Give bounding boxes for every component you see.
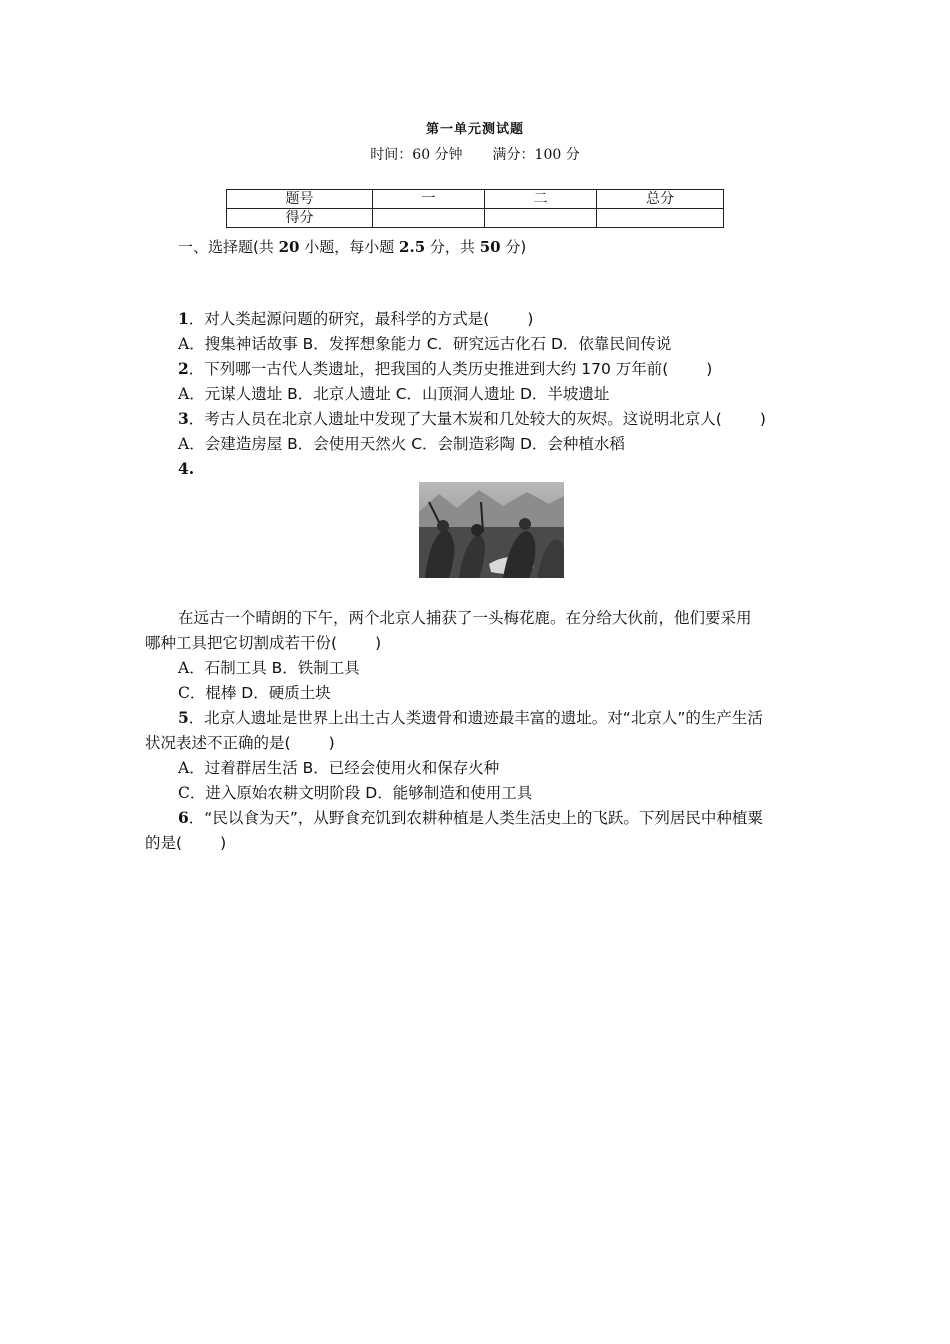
score-table [226, 189, 724, 228]
question-4-options-line1: A．石制工具 B．铁制工具 [178, 659, 360, 677]
question-6-stem-line2: 的是( ) [145, 834, 227, 852]
question-5-stem-line2: 状况表述不正确的是( ) [145, 734, 335, 752]
score-table-header: 总分 [597, 190, 724, 209]
section-heading: 一、选择题(共 20 小题，每小题 2.5 分，共 50 分) [178, 238, 527, 256]
question-4-number: 4. [178, 459, 195, 478]
illustration-head [471, 524, 483, 536]
score-table-header: 题号 [227, 190, 373, 209]
question-6-stem-line1: 6．“民以食为天”，从野食充饥到农耕种植是人类生活史上的飞跃。下列居民中种植粟 [178, 808, 763, 827]
score-cell[interactable] [373, 209, 485, 228]
exam-title: 第一单元测试题 [425, 122, 524, 137]
score-table-header: 一 [373, 190, 485, 209]
full-score: 满分：100 分 [492, 147, 580, 163]
question-1-stem: 1．对人类起源问题的研究，最科学的方式是( ) [178, 309, 534, 328]
score-table-row [227, 209, 724, 228]
question-2-stem: 2．下列哪一古代人类遗址，把我国的人类历史推进到大约 170 万年前( ) [178, 359, 713, 378]
illustration-head [519, 518, 531, 530]
question-4-stem-line1: 在远古一个晴朗的下午，两个北京人捕获了一头梅花鹿。在分给大伙前，他们要采用 [178, 609, 752, 627]
time-limit: 时间：60 分钟 [370, 147, 463, 163]
question-5-stem-line1: 5．北京人遗址是世界上出土古人类遗骨和遗迹最丰富的遗址。对“北京人”的生产生活 [178, 708, 763, 727]
score-table-header: 二 [485, 190, 597, 209]
question-4-options-line2: C．棍棒 D．硬质土块 [178, 684, 331, 702]
question-2-options: A．元谋人遗址 B．北京人遗址 C．山顶洞人遗址 D．半坡遗址 [178, 385, 610, 403]
score-cell[interactable] [597, 209, 724, 228]
peking-man-illustration [419, 482, 564, 578]
question-1-options: A．搜集神话故事 B．发挥想象能力 C．研究远古化石 D．依靠民间传说 [178, 335, 672, 353]
score-table-header-row [227, 190, 724, 209]
question-5-options-line2: C．进入原始农耕文明阶段 D．能够制造和使用工具 [178, 784, 533, 802]
exam-subtitle [0, 144, 950, 164]
question-5-options-line1: A．过着群居生活 B．已经会使用火和保存火种 [178, 759, 500, 777]
question-3-stem: 3．考古人员在北京人遗址中发现了大量木炭和几处较大的灰烬。这说明北京人( ) [178, 409, 766, 428]
score-row-label: 得分 [227, 209, 373, 228]
score-cell[interactable] [485, 209, 597, 228]
question-4-stem-line2: 哪种工具把它切割成若干份( ) [145, 634, 382, 652]
question-3-options: A．会建造房屋 B．会使用天然火 C．会制造彩陶 D．会种植水稻 [178, 435, 625, 453]
